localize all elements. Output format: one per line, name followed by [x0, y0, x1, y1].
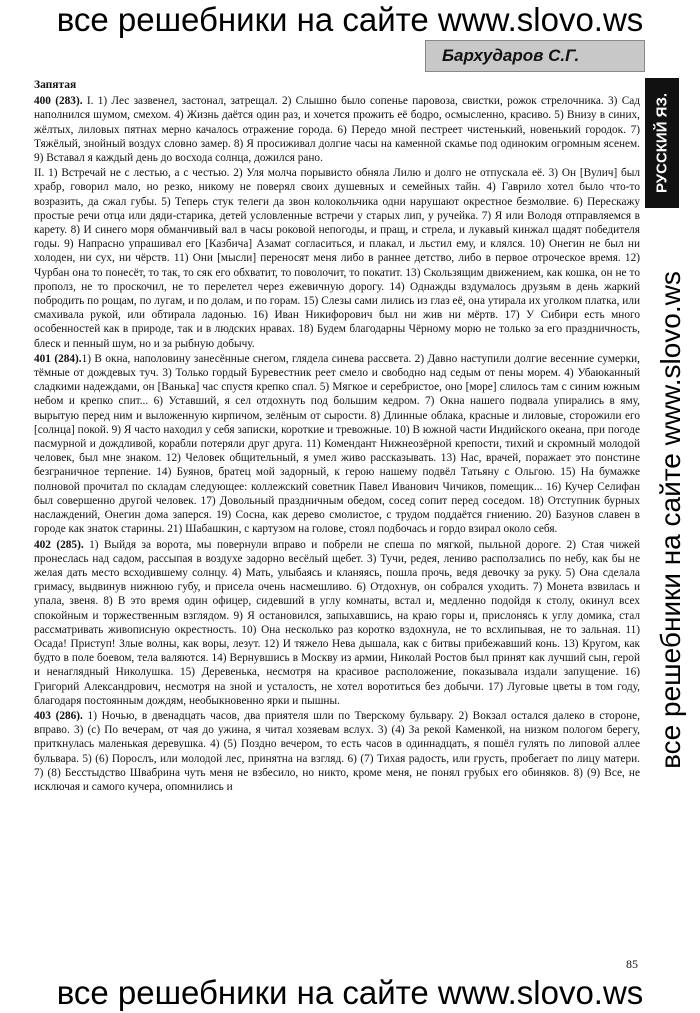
exercise-number: 400 (283).: [34, 95, 83, 108]
exercise-400: [34, 94, 640, 351]
vertical-watermark-text: все решебники на сайте www.slovo.ws: [655, 271, 686, 769]
author-name: Бархударов С.Г.: [442, 46, 580, 65]
exercise-number: 403 (286).: [34, 709, 83, 722]
exercise-paragraph: [34, 538, 640, 708]
exercise-403: [34, 709, 640, 794]
exercise-number: 401 (284).: [34, 352, 82, 365]
exercise-paragraph: [34, 352, 640, 537]
subject-tab-label: РУССКИЙ ЯЗ.: [653, 92, 671, 194]
exercise-401: [34, 352, 640, 537]
exercise-402: [34, 538, 640, 708]
author-header: [425, 40, 645, 72]
page-content: [34, 78, 640, 795]
section-title: Запятая: [34, 79, 77, 91]
exercise-text: 1) Ночью, в двенадцать часов, два приятеля шли по Тверскому бульвару. 2) Вокзал остался далеко в стороне, вправо. 3) (с) По вечерам, от чая до ужина, я читал хозяевам вслух. 3) (4) За рекой Каменкой, на низком пологом берегу, приткнулась маленькая деревушка. 4) (5) Поздно вечером, то есть часов в одиннадцать, я пошёл гулять по липовой аллее бульвара. 5) (6) Порослъ, или молодой лес, принятна на взгляд. 6) (7) Тихая радость, или грусть, пробегает по лицу матери. 7) (8) Бесстыдство Швабрина чуть меня не взбесило, но никто, кроме меня, не понял грубых его обиняков. 8) (9) Все, не исключая и самого кучера, опомнились и: [34, 709, 641, 793]
top-banner: все решебники на сайте www.slovo.ws: [56, 1, 644, 38]
exercise-paragraph: [34, 709, 640, 794]
page-number: 85: [626, 957, 638, 971]
exercise-number: 402 (285).: [34, 538, 84, 551]
exercise-text: I. 1) Лес зазвенел, застонал, затрещал. 2) Слышно было сопенье паровоза, свистки, рожок стрелочника. 3) Сад наполнился шумом, смехом. 4) Жизнь даётся один раз, и хочется прожить её бодро, осмысленно, красиво. 5) Внизу в синих, жёлтых, лиловых пятнах мерно качалось отражение города. 6) Передо мной пестреет чистенький, новенький городок. 7) Тяжёлый, знойный воздух словно замер. 8) Я просиживал долгие часы на каменной скамье под одиноким огромным ясенем. 9) Вставал я каждый день до восхода солнца, дожился рано.: [34, 95, 640, 165]
bottom-banner: все решебники на сайте www.slovo.ws: [56, 974, 644, 1011]
vertical-watermark: [651, 240, 691, 800]
subject-tab: [645, 78, 679, 208]
exercise-paragraph: [34, 166, 640, 351]
exercise-paragraph: [34, 94, 640, 165]
exercise-text: II. 1) Встречай не с лестью, а с честью. 2) Уля молча порывисто обняла Лилю и долго не отпускала её. 3) Он [Вулич] был храбр, говорил мало, но резко, никому не поверял своих душевных и семейных тайн. 4) Гаврило хотел было что-то возразить, да сжал губы. 5) Теперь стук телеги да звон колокольчика одни нарушают окрестное безмолвие. 6) Перескажу простые речи отца или дяди-старика, детей условленные встречи у старых лип, у ручейка. 7) Я или Володя отправляемся в карету. 8) И синего моря обманчивый вал в часы роковой непогоды, и пращ, и стрела, и лукавый кинжал щадят победителя годы. 9) Напрасно упрашивал его [Казбича] Азамат согласиться, и плакал, и льстил ему, и клялся. 10) Онегин не был ни холоден, ни сух, ни чёрств. 11) Они [мысли] переносят меня либо в раннее детство, либо в первое отроческое время. 12) Чурбан она то понесёт, то так, то сяк его обхватит, то поволочит, то покатит. 13) Скользящим движением, как кошка, он не то прополз, не то проскочил, не то перелетел через ежевичную дорогу. 14) Однажды вздумалось друзьям в день жаркий побродить по рощам, по лугам, и по долам, и по горам. 15) Слезы сами лились из глаз её, она утирала их уголком платка, или смахивала рукой, или обтирала ладонью. 16) Иван Никифорович был ни жив ни мёртв. 17) У Сибири есть много особенностей как в природе, так и в людских нравах. 18) Будем благодарны Чёрному морю не только за его праздничность, блеск и пенный шум, но и за рыбную добычу.: [34, 167, 640, 350]
exercise-text: 1) Выйдя за ворота, мы повернули вправо и побрели не спеша по мягкой, пыльной дороге. 2) Стая чижей пронеслась над садом, рассыпая в воздухе задорно весёлый щебет. 3) Тучи, редея, лениво расползались по небу, как бы не желая дать место всходившему солнцу. 4) Мать, улыбаясь и кланяясь, пошла прочь, ведя девочку за руку. 5) Она сделала гримасу, выдвинув нижнюю губу, и присела очень насмешливо. 6) Отдохнув, он собрался уходить. 7) Монета взвилась и упала, звеня. 8) В это время один офицер, сидевший в углу комнаты, встал и, медленно подойдя к столу, окинул всех спокойным и торжественным взглядом. 9) Я остановился, запыхавшись, на краю горы и, прислонясь к углу домика, стал рассматривать живописную окрестность. 10) Она несколько раз коротко вздохнула, не то всхлипывая, не то зальная. 11) Осада! Приступ! Злые волны, как воры, лезут. 12) И тяжело Нева дышала, как с битвы прибежавший конь. 13) Кругом, как будто в поле боевом, тела валяются. 14) Вернувшись в Москву из армии, Николай Ростов был принят как лучший сын, герой и ненаглядный Николушка. 15) Деревенька, несмотря на красивое расположение, показывала издали запущение. 16) Григорий Александрович, несмотря на зной и усталость, не хотел воротиться без добычи. 17) Луговые цветы в том году, благодаря постоянным дождям, необыкновенно ярки и пышны.: [34, 538, 640, 707]
exercise-text: 1) В окна, наполовину занесённые снегом, глядела синева рассвета. 2) Давно наступили долгие весенние сумерки, тёмные от дождевых туч. 3) Только гордый Буревестник реет смело и свободно над седым от пены морем. 4) Убаюканный сладкими надеждами, он [Ванька] час спустя крепко спал. 5) Мягкое и серебристое, оно [море] слилось там с синим южным небом и крепко спит... 6) Уставший, я сел отдохнуть под большим кедром. 7) Окна нашего подвала упирались в яму, вырытую перед ним и выложенную кирпичом, зелёным от сырости. 8) Длинные облака, красные и лиловые, сторожили его [солнца] покой. 9) Я часто находил у себя записки, короткие и тревожные. 10) В южной части Индийского океана, при погоде пасмурной и дождливой, корабли потеряли друг друга. 11) Комендант Нижнеозёрной крепости, тихий и скромный молодой человек, был мне знаком. 12) Человек общительный, я умел живо рассказывать. 13) Нас, врачей, поражает это понстине безграничное терпение. 14) Буянов, братец мой задорный, к герою нашему подвёл Татьяну с Ольгою. 15) На бумажке полновой прочитал по складам следующее: коллежский советник Павел Иванович Чичиков, помещик... 16) Кучер Селифан был совершенно другой человек. 17) Довольный праздничным обедом, сосед сопит перед соседом. 18) Отступник бурных наслаждений, Онегин дома заперся. 19) Сосна, как дерево смолистое, с трудом поддаётся гниению. 20) Базунов славен в городе как знаток старины. 21) Шабашкин, с картузом на голове, стоял подбочась и гордо взирал около себя.: [34, 352, 640, 536]
